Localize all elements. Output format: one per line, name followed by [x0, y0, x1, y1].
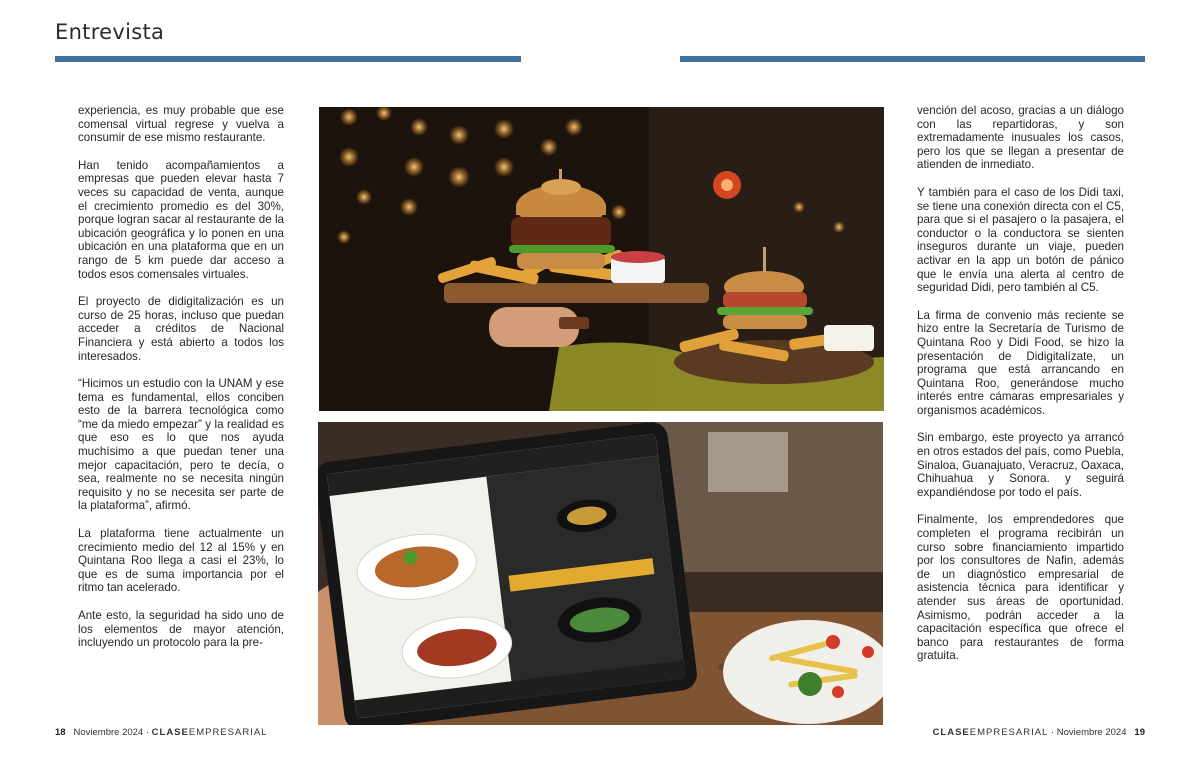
footer-left	[55, 727, 267, 738]
paragraph: Finalmente, los emprendedores que completen el programa recibirán un curso sobre financiamiento impartido por los consultores de Nafin, además de un diagnóstico empresarial de asistencia técnica para identificar y atender sus áreas de oportunidad. Asimismo, podrán acceder a la capacitación específica que ofrece el banco para restaurantes de forma gratuita.	[917, 513, 1124, 663]
paragraph: Sin embargo, este proyecto ya arrancó en otros estados del país, como Puebla, Sinaloa, Guanajuato, Veracruz, Oaxaca, Chihuahua y Sonora. y seguirá expandiéndose por todo el país.	[917, 431, 1124, 499]
brand-rest: EMPRESARIAL	[188, 727, 268, 738]
paragraph: experiencia, es muy probable que ese comensal virtual regrese y vuelva a consumir de ese mismo restaurante.	[78, 104, 284, 145]
paragraph: vención del acoso, gracias a un diálogo con las repartidoras, y son extremadamente inusuales los casos, pero los que se llegan a presentar de atienden de inmediato.	[917, 104, 1124, 172]
brand-bold: CLASE	[151, 727, 189, 738]
page-number: 18	[55, 727, 66, 738]
right-text-column	[917, 104, 1124, 677]
paragraph: Y también para el caso de los Didi taxi, se tiene una conexión directa con el C5, para que si el pasajero o la pasajera, el conductor o la conductora se sienten inseguros durante un viaje, pueden activar en la app un botón de pánico que le envía una alerta al centro de seguridad Didi, pero también al C5.	[917, 185, 1124, 295]
issue-date: · Noviembre 2024	[1050, 727, 1127, 738]
section-title: Entrevista	[55, 20, 165, 44]
brand-rest: EMPRESARIAL	[969, 727, 1049, 738]
burgers-illustration	[319, 107, 884, 411]
header-rule-right	[680, 56, 1145, 62]
paragraph: Ante esto, la seguridad ha sido uno de los elementos de mayor atención, incluyendo un protocolo para la pre-	[78, 609, 284, 650]
brand-bold: CLASE	[932, 727, 970, 738]
page-number: 19	[1134, 727, 1145, 738]
issue-date: Noviembre 2024 ·	[73, 727, 150, 738]
paragraph: El proyecto de didigitalización es un curso de 25 horas, incluso que puedan acceder a créditos de Nacional Financiera y está abierto a todos los interesados.	[78, 295, 284, 363]
left-text-column	[78, 104, 284, 664]
photo-burgers	[319, 107, 884, 411]
paragraph: La plataforma tiene actualmente un crecimiento medio del 12 al 15% y en Quintana Roo llega a casi el 23%, lo que es de suma importancia por el ritmo tan acelerado.	[78, 527, 284, 595]
paragraph: La firma de convenio más reciente se hizo entre la Secretaría de Turismo de Quintana Roo y Didi Food, se hizo la presentación de Didigitalízate, un programa que está arrancando en Quintana Roo, generándose mucho interés entre cámaras empresariales y organismos académicos.	[917, 308, 1124, 417]
paragraph: Han tenido acompañamientos a empresas que pueden elevar hasta 7 veces su capacidad de venta, aunque el crecimiento promedio es del 30%, porque logran sacar al restaurante de la ubicación geográfica y lo ponen en una ubicación en una plataforma que en un rango de 5 km puede dar acceso a todos esos comensales virtuales.	[78, 158, 284, 281]
photo-tablet-menu	[318, 422, 883, 725]
header-rule-left	[55, 56, 521, 62]
tablet-illustration	[318, 422, 883, 725]
paragraph: “Hicimos un estudio con la UNAM y ese tema es fundamental, ellos conciben esto de la barrera tecnológica como “me da miedo empezar” y la realidad es que eso es lo que nos ayuda muchísimo a que puedan tener una mejor capacitación, pero te decía, o sea, realmente no se necesita ningún requisito y no se necesita ser parte de la plataforma”, afirmó.	[78, 377, 284, 513]
footer-right	[933, 727, 1145, 738]
